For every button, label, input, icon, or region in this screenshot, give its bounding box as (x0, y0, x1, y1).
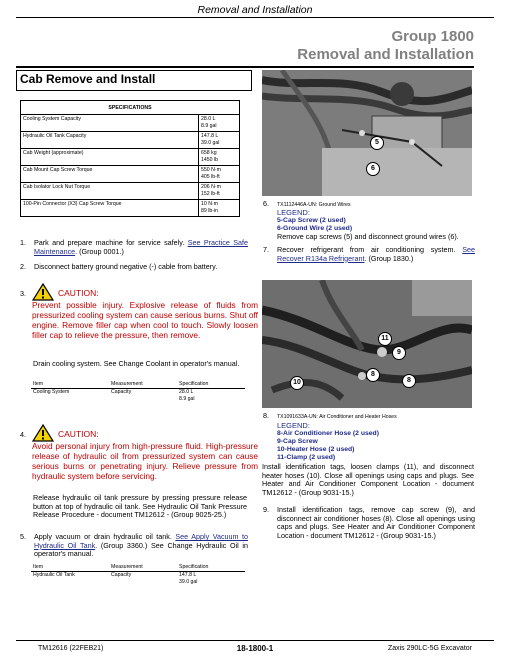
step-number: 2. (20, 262, 26, 271)
legend-title: LEGEND: (277, 421, 310, 430)
hydraulic-spec-table (31, 564, 245, 586)
figure-note: Install identification tags, loosen clamps (11), and disconnect heater hoses (10). Close all openings using caps and plugs. See Heater and Air Conditioner Component Location - document TM12612 - (Group 9031-15.) (262, 462, 474, 497)
step-1 (20, 239, 248, 259)
callout-11: 11 (378, 332, 392, 346)
step-2 (20, 263, 248, 273)
table-cell: 147.8 L (179, 572, 197, 578)
table-cell: 39.0 gal (179, 579, 198, 585)
spec-value: 8.9 gal (201, 123, 217, 129)
table-header: Measurement (109, 381, 177, 389)
callout-6: 6 (366, 162, 380, 176)
table-row (21, 183, 240, 200)
table-header: Item (31, 381, 109, 389)
table-cell: 28.0 L (179, 389, 194, 395)
caution-label: CAUTION: (58, 288, 99, 298)
section-title: Cab Remove and Install (20, 72, 156, 86)
table-row (21, 132, 240, 149)
table-cell: 8.9 gal (179, 396, 195, 402)
legend-item: 6-Ground Wire (2 used) (277, 225, 353, 232)
caution-block-2 (20, 424, 260, 494)
callout-10: 10 (290, 376, 304, 390)
spec-value: 10 N·m (201, 201, 219, 207)
group-number: Group 1800 (391, 28, 474, 45)
spec-value: 1450 lb (201, 157, 219, 163)
table-header: Specification (177, 381, 245, 389)
step-text: Apply vacuum or drain hydraulic oil tank. (34, 532, 172, 541)
figure-caption: TX1091633A-UN: Air Conditioner and Heater Hoses (277, 414, 397, 420)
spec-label: 100-Pin Connector (X3) Cap Screw Torque (21, 200, 199, 217)
step-reference: . (Group 1830.) (364, 253, 414, 263)
step-number: 9. (263, 505, 269, 514)
step-5 (20, 533, 248, 563)
figure-note: Remove cap screws (5) and disconnect ground wires (6). (277, 232, 459, 241)
legend-item: 10-Heater Hose (2 used) (277, 446, 355, 453)
cooling-spec-table (31, 381, 245, 403)
spec-value: 28.0 L (201, 116, 216, 122)
spec-value: 550 N·m (201, 167, 221, 173)
step-number: 4. (20, 430, 26, 439)
step-7 (263, 246, 475, 266)
spec-value: 206 N·m (201, 184, 221, 190)
step-number: 7. (263, 245, 269, 254)
step-text: Disconnect battery ground negative (-) cable from battery. (34, 262, 218, 271)
step-number: 1. (20, 238, 26, 247)
callout-8-left: 8 (366, 368, 380, 382)
caution-block-1 (20, 283, 260, 353)
table-cell: Hydraulic Oil Tank (33, 572, 75, 578)
spec-value: 39.0 gal (201, 140, 220, 146)
practice-safe-maintenance-link[interactable]: See Practice Safe Maintenance (34, 238, 248, 256)
spec-value: 152 lb-ft (201, 191, 220, 197)
spec-label: Cooling System Capacity (21, 115, 199, 132)
step-number: 3. (20, 289, 26, 298)
apply-vacuum-link[interactable]: See Apply Vacuum to Hydraulic Oil Tank (34, 532, 248, 550)
table-row (21, 200, 240, 217)
caution-text: Avoid personal injury from high-pressure fluid. High-pressure release of hydraulic oil from pressurized system can cause serious burns or penetrating injury. Relieve pressure from hydraulic system before servicing. (32, 441, 258, 481)
spec-label: Hydraulic Oil Tank Capacity (21, 132, 199, 149)
spec-label: Cab Isolator Lock Nut Torque (21, 183, 199, 200)
callout-9: 9 (392, 346, 406, 360)
section-rule (16, 66, 474, 68)
step-number: 5. (20, 532, 26, 541)
figure-caption: TX1112446A-UN: Ground Wires (277, 202, 351, 208)
release-pressure-instruction: Release hydraulic oil tank pressure by pressing pressure release button at top of hydraulic oil tank. See Hydraulic Oil Tank Pressure Release Procedure - document TM12612 - (Group 9025-25.) (33, 493, 247, 520)
legend-item: 5-Cap Screw (2 used) (277, 217, 346, 224)
hoses-photo (262, 280, 472, 408)
spec-label: Cab Weight (approximate) (21, 149, 199, 166)
spec-value: 89 lb-in (201, 208, 219, 214)
spec-value: 405 lb-ft (201, 174, 220, 180)
ground-wires-photo (262, 70, 472, 196)
caution-text: Prevent possible injury. Explosive release of fluids from pressurized cooling system can cause serious burns. Shut off engine. Remove filler cap when cool to touch. Slowly loosen filler cap to relieve the pressure, then remove. (32, 300, 258, 340)
spec-heading: SPECIFICATIONS (21, 101, 240, 115)
step-reference: . (Group 3360.) See Change Hydraulic Oil in operator's manual. (34, 540, 248, 559)
table-row (31, 389, 245, 404)
warning-triangle-icon (32, 283, 54, 301)
callout-8-right: 8 (402, 374, 416, 388)
spec-value: 147.8 L (201, 133, 219, 139)
table-cell: Cooling System (33, 389, 70, 395)
step-6-number: 6. (263, 199, 269, 208)
table-row (21, 166, 240, 183)
table-cell: Capacity (111, 572, 132, 578)
table-header: Specification (177, 564, 245, 572)
table-header: Item (31, 564, 109, 572)
table-row (31, 572, 245, 587)
header-rule (16, 17, 494, 18)
drain-instruction: Drain cooling system. See Change Coolant in operator's manual. (33, 359, 240, 368)
step-9 (263, 506, 475, 542)
table-row (21, 115, 240, 132)
table-row (21, 149, 240, 166)
page-number: 18-1800-1 (236, 644, 274, 653)
caution-label: CAUTION: (58, 429, 99, 439)
legend-title: LEGEND: (277, 208, 310, 217)
footer-rule (16, 640, 494, 641)
group-title: Removal and Installation (297, 46, 474, 63)
step-8-number: 8. (263, 411, 269, 420)
running-header: Removal and Installation (197, 4, 313, 16)
table-cell: Capacity (111, 389, 132, 395)
callout-5: 5 (370, 136, 384, 150)
legend-item: 9-Cap Screw (277, 438, 318, 445)
spec-value: 658 kg (201, 150, 217, 156)
specifications-table (20, 100, 240, 217)
legend-item: 11-Clamp (2 used) (277, 454, 336, 461)
step-text: Park and prepare machine for service safely. (34, 238, 185, 247)
footer-model: Zaxis 290LC-5G Excavator (387, 645, 472, 652)
table-header: Measurement (109, 564, 177, 572)
step-reference: . (Group 0001.) (75, 246, 124, 256)
legend-item: 8-Air Conditioner Hose (2 used) (277, 430, 379, 437)
recover-refrigerant-link[interactable]: See Recover R134a Refrigerant (277, 245, 475, 263)
footer-doc-id: TM12616 (22FEB21) (38, 645, 104, 652)
ground-wires-illustration (262, 70, 472, 196)
step-text: Install identification tags, remove cap screw (9), and disconnect air conditioner hoses (8). Close all openings using caps and plugs. See Heater and Air Conditioner Component Location - document TM12612 - (Group 9031-15.) (277, 505, 475, 540)
warning-triangle-icon (32, 424, 54, 442)
step-text: Recover refrigerant from air conditioning system. (277, 245, 456, 254)
spec-label: Cab Mount Cap Screw Torque (21, 166, 199, 183)
